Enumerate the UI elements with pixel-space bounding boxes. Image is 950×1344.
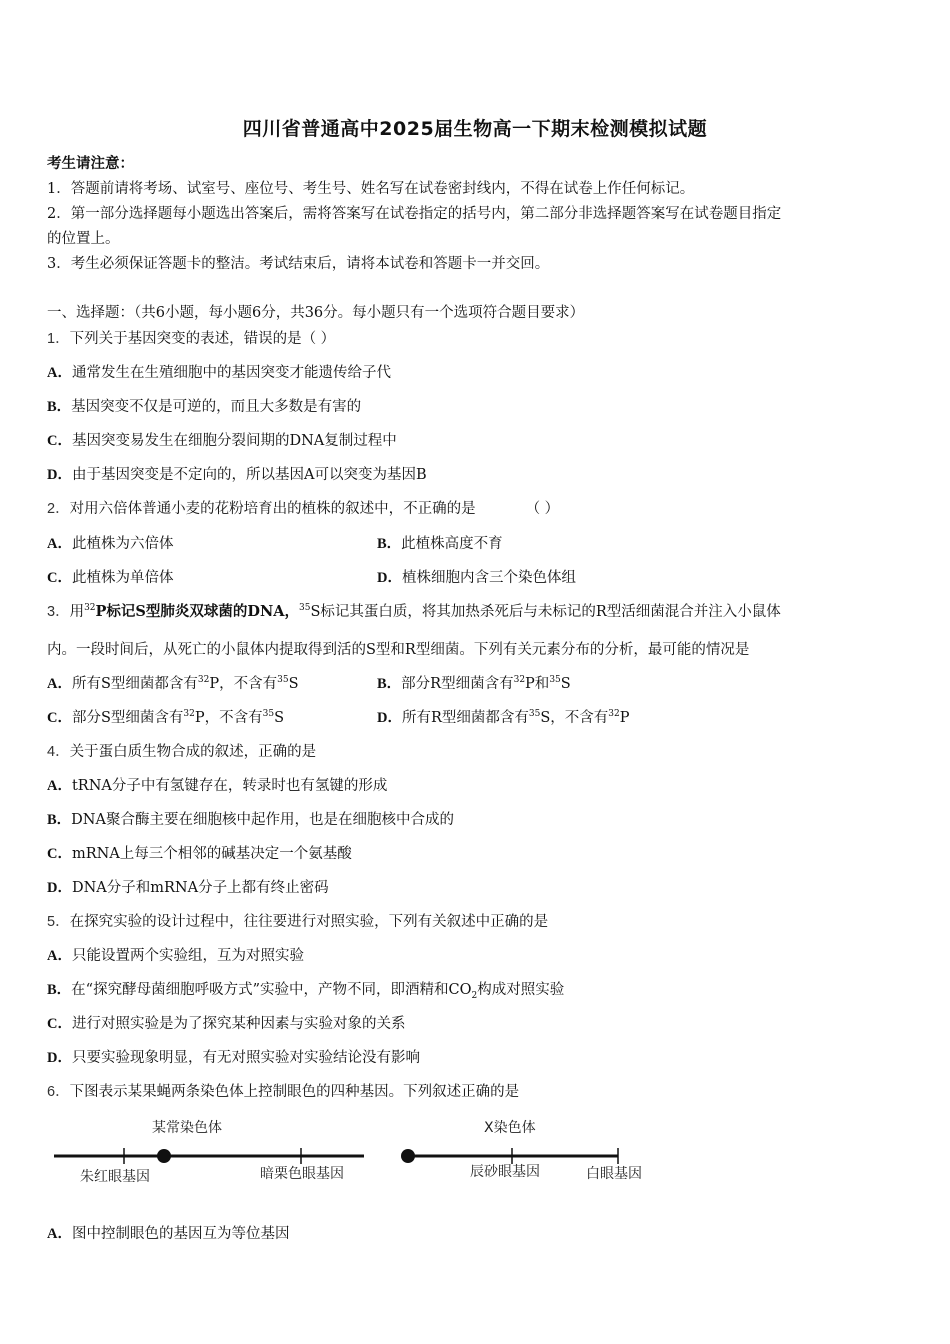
gene-label-cinnabar: 辰砂眼基因 [470,1164,540,1180]
option-text: DNA聚合酶主要在细胞核中起作用，也是在细胞核中合成的 [71,812,454,828]
autosome-title: 某常染色体 [152,1120,222,1136]
page-title: 四川省普通高中2025届生物高一下期末检测模拟试题 [242,118,708,140]
option-label: D． [377,710,402,726]
option-label: C． [47,710,72,726]
q5-option-d [47,1046,420,1067]
isotope-sup: 35 [298,603,311,614]
q5-option-b [47,978,564,999]
question-3-stem [47,600,781,621]
gene-label-vermilion: 朱红眼基因 [80,1169,150,1185]
gene-label-white-eye: 白眼基因 [586,1166,642,1182]
question-text: 在探究实验的设计过程中，往往要进行对照实验，下列有关叙述中正确的是 [69,914,549,930]
question-text: 对用六倍体普通小麦的花粉培育出的植株的叙述中，不正确的是 [69,501,476,517]
option-text: P，不含有 [209,676,278,692]
option-label: A． [47,948,72,964]
q4-option-b [47,808,454,829]
question-6-stem [47,1080,519,1101]
q1-option-b [47,395,361,416]
option-label: D． [377,570,402,586]
option-label: C． [47,1016,72,1032]
stem-text: 用 [69,604,85,620]
option-text: 只要实验现象明显，有无对照实验对实验结论没有影响 [71,1050,420,1066]
q1-option-d [47,463,427,484]
notice-item-2-cont: 的位置上。 [47,231,120,247]
option-text: 图中控制眼色的基因互为等位基因 [71,1226,290,1242]
isotope-sup: 35 [549,675,561,686]
question-number: 5． [47,914,70,930]
question-text: 下图表示某果蝇两条染色体上控制眼色的四种基因。下列叙述正确的是 [69,1084,520,1100]
option-text: 部分R型细菌含有 [401,676,514,692]
q2-option-c [47,566,173,587]
isotope-sup: 32 [197,675,210,686]
option-text: S [274,710,285,726]
gene-label-cinnabar-dark: 暗栗色眼基因 [260,1166,344,1182]
option-text: 部分S型细菌含有 [71,710,184,726]
option-text: 由于基因突变是不定向的，所以基因A可以突变为基因B [71,467,427,483]
question-2-stem [47,497,559,518]
option-label: A． [47,536,72,552]
option-label: B． [47,812,72,828]
question-number: 2． [47,501,70,517]
q4-option-d [47,876,329,897]
isotope-sup: 35 [528,709,541,720]
q2-option-d [377,566,576,587]
option-text: S [560,676,571,692]
q1-option-c [47,429,397,450]
option-text: 基因突变不仅是可逆的，而且大多数是有害的 [71,399,362,415]
q3-option-a [47,672,299,693]
isotope-sup: 32 [513,675,526,686]
q3-option-b [377,672,571,693]
question-1-stem [47,327,335,348]
question-text: 下列关于基因突变的表述，错误的是（ ） [69,331,336,347]
chromosome-figure [40,1110,680,1190]
subscript: 2 [471,990,478,1001]
q5-option-a [47,944,304,965]
q5-option-c [47,1012,405,1033]
option-text: 此植株高度不育 [401,536,503,552]
option-label: C． [47,433,72,449]
x-chromosome-title: X染色体 [484,1120,536,1136]
q6-option-a [47,1222,289,1243]
option-text: 进行对照实验是为了探究某种因素与实验对象的关系 [71,1016,406,1032]
question-number: 4． [47,744,70,760]
question-number: 3． [47,604,70,620]
option-label: C． [47,570,72,586]
option-label: B． [47,982,72,998]
question-text: 关于蛋白质生物合成的叙述，正确的是 [69,744,317,760]
isotope-sup: 35 [277,675,289,686]
isotope-sup: 32 [183,709,195,720]
q3-option-d [377,706,630,727]
isotope-sup: 35 [262,709,275,720]
isotope-sup: 32 [84,603,96,614]
stem-text: P标记S型肺炎双球菌的DNA， [95,603,299,620]
option-text: 此植株为六倍体 [71,536,174,552]
option-label: C． [47,846,72,862]
option-text: 构成对照实验 [477,982,565,998]
option-text: 在“探究酵母菌细胞呼吸方式”实验中，产物不同，即酒精和CO [71,982,472,998]
option-text: P [619,710,630,726]
centromere [401,1149,415,1163]
option-label: A． [47,365,72,381]
q4-option-c [47,842,352,863]
section-header: 一、选择题：（共6小题，每小题6分，共36分。每小题只有一个选项符合题目要求） [47,305,585,321]
notice-heading: 考生请注意： [47,155,134,172]
q3-option-c [47,706,284,727]
option-label: A． [47,1226,72,1242]
option-label: B． [47,399,72,415]
option-label: D． [47,467,72,483]
option-text: P，不含有 [194,710,263,726]
option-text: S，不含有 [540,710,609,726]
option-text: S [288,676,299,692]
option-text: 所有S型细菌都含有 [71,676,198,692]
option-text: 基因突变易发生在细胞分裂间期的DNA复制过程中 [71,433,397,449]
q1-option-a [47,361,391,382]
q2-option-a [47,532,173,553]
question-5-stem [47,910,548,931]
option-text: tRNA分子中有氢键存在，转录时也有氢键的形成 [71,778,388,794]
option-label: D． [47,880,72,896]
option-label: B． [377,536,402,552]
option-label: A． [47,676,72,692]
centromere [157,1149,171,1163]
notice-item-3: 3．考生必须保证答题卡的整洁。考试结束后，请将本试卷和答题卡一并交回。 [47,256,550,272]
question-number: 1． [47,331,70,347]
answer-paren: （ ） [525,501,560,517]
isotope-sup: 32 [608,709,620,720]
option-label: D． [47,1050,72,1066]
option-text: 通常发生在生殖细胞中的基因突变才能遗传给子代 [71,365,391,381]
notice-item-2: 2．第一部分选择题每小题选出答案后，需将答案写在试卷指定的括号内，第二部分非选择题答案写在试卷题目指定 [47,206,782,222]
option-text: 所有R型细菌都含有 [401,710,529,726]
option-label: A． [47,778,72,794]
option-text: 植株细胞内含三个染色体组 [401,570,576,586]
option-text: 此植株为单倍体 [71,570,174,586]
option-text: P和 [525,676,550,692]
notice-item-1: 1．答题前请将考场、试室号、座位号、考生号、姓名写在试卷密封线内，不得在试卷上作任何标记。 [47,181,695,197]
question-3-stem-cont: 内。一段时间后，从死亡的小鼠体内提取得到活的S型和R型细菌。下列有关元素分布的分析，最可能的情况是 [47,642,750,658]
question-4-stem [47,740,316,761]
option-text: 只能设置两个实验组，互为对照实验 [71,948,304,964]
stem-text: S标记其蛋白质，将其加热杀死后与未标记的R型活细菌混合并注入小鼠体 [310,604,781,620]
option-text: mRNA上每三个相邻的碱基决定一个氨基酸 [71,846,352,862]
q2-option-b [377,532,503,553]
option-label: B． [377,676,402,692]
q4-option-a [47,774,387,795]
question-number: 6． [47,1084,70,1100]
option-text: DNA分子和mRNA分子上都有终止密码 [71,880,329,896]
